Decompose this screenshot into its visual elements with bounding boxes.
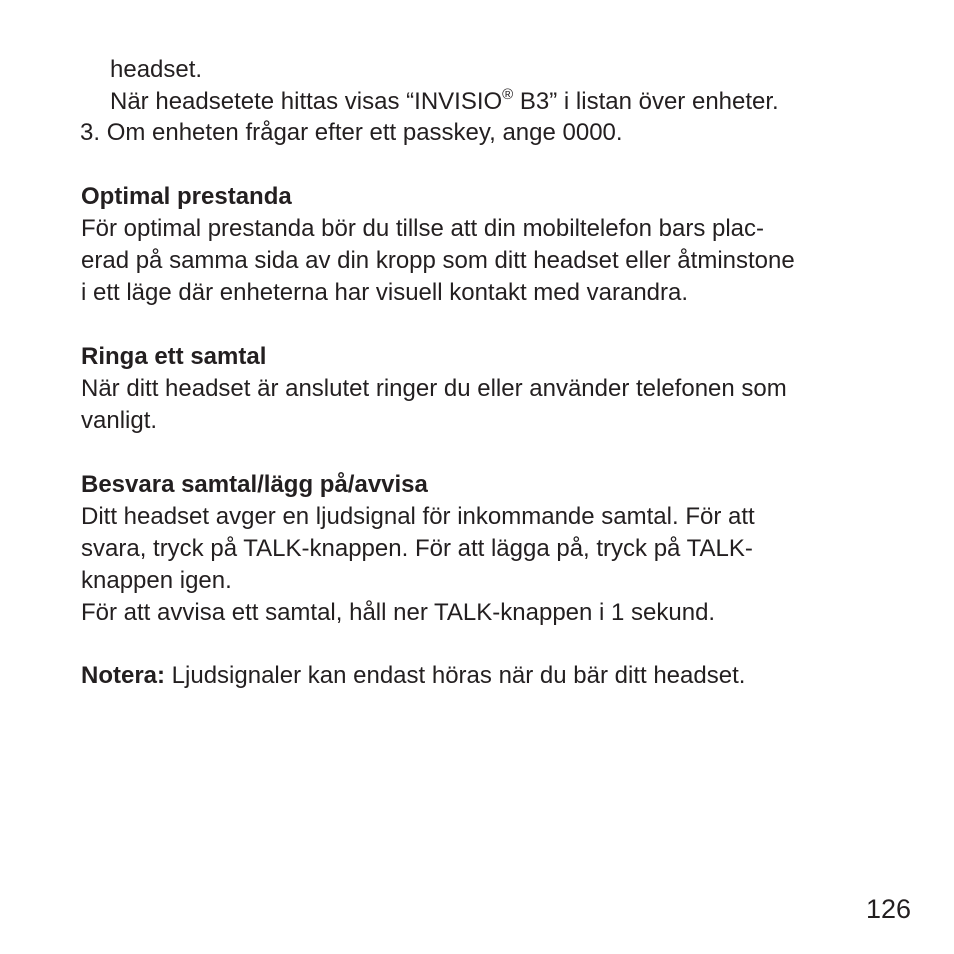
- answer-line-1: Ditt headset avger en ljudsignal för inkommande samtal. För att: [81, 503, 755, 530]
- note-label: Notera:: [81, 662, 166, 689]
- optimal-line-1: För optimal prestanda bör du tillse att din mobiltelefon bars plac-: [81, 215, 765, 242]
- page-number: 126: [866, 894, 912, 924]
- optimal-line-3: i ett läge där enheterna har visuell kontakt med varandra.: [81, 279, 689, 306]
- note-line: [81, 660, 745, 692]
- answer-line-2: svara, tryck på TALK-knappen. För att lägga på, tryck på TALK-: [81, 535, 753, 562]
- note-text: Ljudsignaler kan endast höras när du bär ditt headset.: [165, 662, 746, 689]
- intro-line-2-rest: B3” i listan över enheter.: [513, 88, 779, 115]
- call-line-2: vanligt.: [81, 407, 158, 434]
- optimal-heading: Optimal prestanda: [81, 183, 292, 210]
- step-3-text: Om enheten frågar efter ett passkey, ange 0000.: [106, 119, 623, 146]
- intro-line-1: headset.: [110, 56, 203, 83]
- step-3-number: 3.: [80, 119, 101, 146]
- answer-heading: Besvara samtal/lägg på/avvisa: [81, 471, 428, 498]
- answer-line-4: För att avvisa ett samtal, håll ner TALK-knappen i 1 sekund.: [81, 599, 716, 626]
- answer-line-3: knappen igen.: [81, 567, 232, 594]
- step-3: [80, 117, 623, 149]
- call-heading: Ringa ett samtal: [81, 343, 267, 370]
- intro-line-2: [110, 86, 779, 118]
- optimal-line-2: erad på samma sida av din kropp som ditt headset eller åtminstone: [81, 247, 795, 274]
- registered-mark: ®: [502, 86, 514, 103]
- call-line-1: När ditt headset är anslutet ringer du eller använder telefonen som: [81, 375, 787, 402]
- intro-line-2-text: När headsetete hittas visas “INVISIO: [110, 88, 503, 115]
